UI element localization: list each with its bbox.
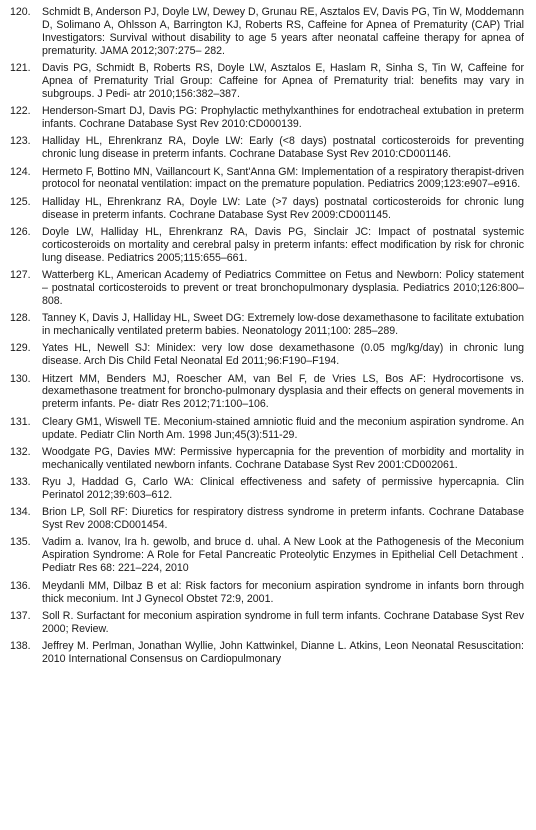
reference-text: Brion LP, Soll RF: Diuretics for respiratory distress syndrome in preterm infants. Cochrane Database Syst Rev 2008:CD001454. [42, 506, 524, 532]
reference-number: 137. [10, 609, 31, 622]
reference-item [8, 105, 524, 131]
reference-number: 124. [10, 165, 31, 178]
reference-text: Davis PG, Schmidt B, Roberts RS, Doyle LW, Asztalos E, Haslam R, Sinha S, Tin W, Caffeine for Apnea of Prematurity Trial Group: Caffeine for Apnea of Prematurity trial: benefits may vary in subgroups. J Pedi- atr 2010;156:382–387. [42, 62, 524, 100]
reference-text: Watterberg KL, American Academy of Pediatrics Committee on Fetus and Newborn: Policy statement – postnatal corticosteroids to prevent or treat bronchopulmonary dysplasia. Pediatrics 2010;126:800–808. [42, 269, 524, 307]
reference-text: Jeffrey M. Perlman, Jonathan Wyllie, John Kattwinkel, Dianne L. Atkins, Leon Neonatal Resuscitation: 2010 International Consensus on Cardiopulmonary [42, 640, 524, 665]
reference-text: Ryu J, Haddad G, Carlo WA: Clinical effectiveness and safety of permissive hypercapnia. Clin Perinatol 2012;39:603–612. [42, 476, 524, 501]
reference-item [8, 166, 524, 192]
reference-text: Hitzert MM, Benders MJ, Roescher AM, van Bel F, de Vries LS, Bos AF: Hydrocortisone vs. dexamethasone treatment for broncho-pulmonary dysplasia and their effects on general movements in preterm infants. Pe- diatr Res 2012;71:100–106. [42, 372, 524, 411]
reference-number: 136. [10, 579, 31, 592]
reference-number: 134. [10, 506, 31, 519]
reference-number: 129. [10, 342, 31, 355]
reference-item [8, 62, 524, 101]
reference-text: Cleary GM1, Wiswell TE. Meconium-stained amniotic fluid and the meconium aspiration syndrome. An update. Pediatr Clin North Am. 1998 Jun;45(3):511-29. [42, 415, 524, 441]
reference-text: Doyle LW, Halliday HL, Ehrenkranz RA, Davis PG, Sinclair JC: Impact of postnatal systemic corticosteroids on mortality and cerebral palsy in preterm infants: effect modification by risk for chronic lung disease. Pediatrics 2005;115:655–661. [42, 225, 524, 264]
reference-number: 132. [10, 445, 31, 458]
reference-number: 133. [10, 476, 31, 489]
reference-item [8, 640, 524, 666]
reference-item [8, 476, 524, 502]
reference-item [8, 580, 524, 606]
reference-number: 130. [10, 372, 31, 385]
reference-number: 122. [10, 105, 31, 118]
reference-text: Vadim a. Ivanov, Ira h. gewolb, and bruce d. uhal. A New Look at the Pathogenesis of the Meconium Aspiration Syndrome: A Role for Fetal Pancreatic Proteolytic Enzymes in Epithelial Cell Detachment . Pediatr Res 68: 221–224, 2010 [42, 536, 524, 575]
reference-number: 131. [10, 415, 31, 428]
reference-number: 128. [10, 312, 31, 325]
reference-number: 120. [10, 6, 31, 18]
reference-text: Tanney K, Davis J, Halliday HL, Sweet DG: Extremely low-dose dexamethasone to facilitate extubation in mechanically ventilated preterm babies. Neonatology 2011;100: 285–289. [42, 312, 524, 338]
reference-number: 126. [10, 225, 31, 238]
reference-item [8, 312, 524, 338]
reference-text: Halliday HL, Ehrenkranz RA, Doyle LW: Early (<8 days) postnatal corticosteroids for preventing chronic lung disease in preterm infants. Cochrane Database Syst Rev 2010:CD001146. [42, 135, 524, 161]
reference-text: Halliday HL, Ehrenkranz RA, Doyle LW: Late (>7 days) postnatal corticosteroids for chronic lung disease in preterm infants. Cochrane Database Syst Rev 2009:CD001145. [42, 195, 524, 221]
reference-item [8, 342, 524, 368]
reference-number: 135. [10, 536, 31, 549]
reference-item [8, 135, 524, 161]
reference-number: 121. [10, 62, 31, 75]
reference-text: Meydanli MM, Dilbaz B et al: Risk factors for meconium aspiration syndrome in infants born through thick meconium. Int J Gynecol Obstet 72:9, 2001. [42, 579, 524, 605]
reference-item [8, 196, 524, 222]
reference-text: Woodgate PG, Davies MW: Permissive hypercapnia for the prevention of morbidity and mortality in mechanically ventilated newborn infants. Cochrane Database Syst Rev 2001:CD002061. [42, 445, 524, 471]
reference-item [8, 226, 524, 265]
reference-number: 125. [10, 195, 31, 208]
reference-list [8, 6, 524, 670]
reference-item [8, 6, 524, 58]
reference-number: 138. [10, 640, 31, 652]
reference-item [8, 610, 524, 636]
reference-number: 123. [10, 135, 31, 148]
reference-item [8, 373, 524, 412]
reference-text: Hermeto F, Bottino MN, Vaillancourt K, Sant'Anna GM: Implementation of a respiratory therapist-driven protocol for neonatal ventilation: impact on the premature population. Pediatrics 2009;123:e907–e916. [42, 165, 524, 191]
reference-number: 127. [10, 269, 31, 282]
reference-text: Soll R. Surfactant for meconium aspiration syndrome in full term infants. Cochrane Database Syst Rev 2000; Review. [42, 609, 524, 635]
reference-text: Henderson-Smart DJ, Davis PG: Prophylactic methylxanthines for endotracheal extubation in preterm infants. Cochrane Database Syst Rev 2010:CD000139. [42, 105, 524, 131]
reference-text: Schmidt B, Anderson PJ, Doyle LW, Dewey D, Grunau RE, Asztalos EV, Davis PG, Tin W, Moddemann D, Solimano A, Ohlsson A, Barrington KJ, Roberts RS, Caffeine for Apnea of Prematurity (CAP) Trial Investigators: Survival without disability to age 5 years after neonatal caffeine therapy for apnea of prematurity. JAMA 2012;307:275– 282. [42, 6, 524, 57]
reference-item [8, 416, 524, 442]
reference-item [8, 536, 524, 575]
reference-item [8, 446, 524, 472]
reference-item [8, 269, 524, 308]
reference-item [8, 506, 524, 532]
reference-text: Yates HL, Newell SJ: Minidex: very low dose dexamethasone (0.05 mg/kg/day) in chronic lung disease. Arch Dis Child Fetal Neonatal Ed 2011;96:F190–F194. [42, 342, 524, 368]
